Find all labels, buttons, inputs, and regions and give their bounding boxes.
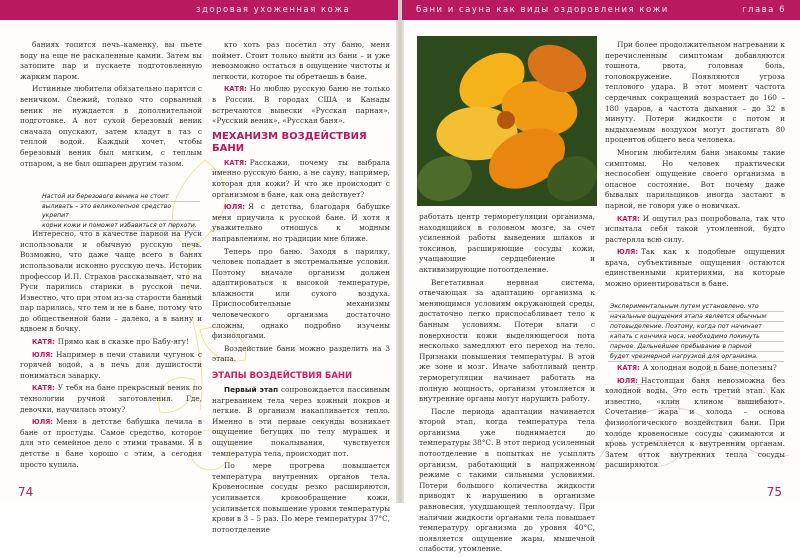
paragraph: Многим любителям бани знакомы такие симптомы. Но человек практически неспособен ощущение своего организма в опасное состояние. Вот почему даже бывалых парильщиков иногда застают в парной, не говоря уже о новичках. [605,147,785,210]
speaker-label: КАТЯ: [224,85,247,94]
speaker-label: КАТЯ: [224,158,247,167]
dialogue-line [212,84,390,126]
book-gutter [396,0,404,503]
dialogue-text: Я с детства, благодаря бабушке меня приучила к русской бане. И хотя я уважительно отношусь к модным направлениям, но традиции мне ближе. [212,202,390,243]
paragraph: После периода адаптации начинается второй этап, когда температура тела организма уже поднимается до температуры 38°С. В этот период усиленный потоотделение в попытках не усыплять организм, работающий в напряженном режиме с такими сильными условиями. Потери большого количества жидкости приводят к нарушению в организме равновесия, ухудшающей теплоотдачу. При наличии жидкости органами тела повышает температуру организма до уровня 40°С, появляется ощущение жары, мышечной слабости, утомление. [419,406,595,554]
stage-term: Первый этап [224,385,279,395]
dialogue-text: Расскажи, почему ты выбрала именно русскую баню, а не сауну, например, которая для кожи? И что же происходит с организмом в бане, как она действует? [212,157,390,199]
speaker-label: КАТЯ: [617,364,640,372]
dialogue-line [605,376,785,471]
callout-line: капать с кончика носа, необходимо покинуть [608,332,784,342]
speaker-label: ЮЛЯ: [32,418,53,427]
right-column-2 [605,40,785,292]
callout-line: будет чрезмерной нагрузкой для организма. [608,352,784,362]
callout-line: Настой из березового веника не стоит [40,192,200,202]
dialogue-line [605,214,785,246]
speaker-label: КАТЯ: [32,338,55,347]
left-column-2 [212,40,390,537]
dialogue-text: Но люблю русскую баню не только в России. В городах США и Канады встречаются вывески «Русская парная», «Русский веник», «Русская баня». [212,84,390,126]
right-column-1 [419,212,595,557]
chapter-label: глава 6 [742,5,786,15]
callout-line: парное. Дальнейшее пребывание в парной [608,342,784,352]
stage-text: сопровождается пассивным нагреванием тела через кожный покров и легкие. В организм накапливается тепло. Именно в эти первые секунды возникает ощущение бегущих по телу мурашек и ощущение покалывания, чувствуется температура тела, происходит пот. [212,385,390,458]
dialogue-text: И ощутил раз попробовала, так что испытала себя такой утомленной, будто растеряла всю силу. [605,213,785,244]
dialogue-line [20,417,202,470]
section-heading: МЕХАНИЗМ ВОЗДЕЙСТВИЯ БАНИ [212,130,367,154]
speaker-label: КАТЯ: [617,214,640,223]
speaker-label: КАТЯ: [32,384,55,393]
speaker-label: ЮЛЯ: [32,350,53,359]
left-running-header [0,0,398,20]
section-heading: ЭТАПЫ ВОЗДЕЙСТВИЯ БАНИ [212,371,353,382]
left-column-1 [20,40,202,472]
dialogue-line [20,337,202,348]
paragraph: По мере прогрева повышается температура внутренних органов тела. Кровеносные сосуды резко расширяются, усиливается кровообращение кожи, усиливается повышение уровня температуры крови в 3 – 5 раз. По мере температуры 37°С, потоотделение [212,461,390,534]
dialogue-line [20,350,202,382]
right-page-number: 75 [766,485,782,499]
dialogue-line [605,247,785,289]
dialogue-text: Настоящая баня невозможна без холодной воды. Это есть третий этап. Как известно, «клин клином вышибают». Сочетание жара и холода – основа физиологического воздействия бани. При холоде кровеносные сосуды сжимаются и кровь устремляется к внутренним органам. Затем отток внутренних тепла сосуды расширяются [605,375,785,470]
dialogue-text: Меня в детстве бабушка лечила в бане от простуды. Самое средство, которое для это семейное дело с этими травами. Я в детстве в бане хорошо с этим, а сегодня просто купила. [20,417,202,469]
dialogue-text: У тебя на бане прекрасный веник по технологии ручной заготовления. Где, девочки, научилась этому? [20,383,202,414]
paragraph: Интересно, что в качестве парной на Руси использовали и обычную русскую печь. Возможно, что даже чаще всего в банях использовали исконно русскую печь. Историк профессор И.П. Страхов рассказывает, что на Руси парились старики в русской печи. Известно, что при этом из-за старости банный пар парились, что тем и не в бане, потому что до общественной бани – далеко, а в ванну и вдвоем в бочку. [20,229,202,334]
dialogue-line [212,202,390,244]
callout-line: Экспериментальным путем установлено, что [608,302,784,312]
paragraph [212,385,390,459]
dialogue-text: Так как к подобные ощущения врача, субъективные ощущения остаются единственными критериями, на которые можно ориентироваться в бане. [605,247,785,289]
paragraph: Теперь про баню. Заходя в парилку, человек попадает в экстремальные условия. Поэтому вначале организм должен адаптироваться к высокой температуре, влажности или сухого воздуха. Приспособительные механизмы человеческого организма достаточно сложны, однако подробно изучены физиологами. [212,246,390,341]
paragraph: баниях топится печь–каменку, вы пьете воду на еще не раскаленные камни. Затем вы затопите пар и пускаете подготовленную жарким паром. [20,40,202,81]
speaker-label: ЮЛЯ: [617,248,638,257]
paragraph: работать центр терморегуляции организма, находящийся в головном мозге, за счет усиленной работы выведения шлаков и токсинов, расширяющие сосуды кожи, учащающие сердцебиение и активизирующие потоотделение. [419,212,595,274]
callout-line: начальные ощущения этапа является обычным [608,312,784,322]
paragraph: При более продолжительном нагревании к перечисленным симптомам добавляются тошнота, рвота, головная боль, головокружение. Появляются угроза теплового удара. В этот момент частота сердечных сокращений возрастает до 160 – 180 ударов, а частота дыхания – до 32 в минуту. Потери жидкости с потом и выдыхаемым воздухом могут достигать 80 процентов общего веса человека. [605,40,785,145]
left-header-title: здоровая ухоженная кожа [196,5,351,15]
speaker-label: ЮЛЯ: [617,376,638,385]
left-page-number: 74 [18,485,34,499]
speaker-label: ЮЛЯ: [224,203,245,212]
dialogue-text: Прямо как в сказке про Бабу-ягу! [57,337,189,347]
right-header-title: бани и сауна как виды оздоровления кожи [416,5,669,15]
paragraph: Вегетативная нервная система, отвечающая за адаптацию организма к меняющимся условиям окружающей среды, достаточно легко приспосабливает тело к банным условиям. Потери влаги с поверхности кожи выделяющегося пота несколько замедляют его переход на тело. Признаки повышения температуры. В этой же зоне и мозг. Иначе заботливый центр терморегуляции начинает работать на полную мощность, организм утомляется и внутренние органы могут нарушить работу. [419,277,595,404]
dialogue-text: Например в печи ставили чугунок с горячей водой, а в печь для душистости пониматься заварку. [20,349,202,380]
dialogue-text: А холодная водой в бане полезны? [642,363,777,372]
callout-line: потовыделение. Поэтому, когда пот начинает [608,322,784,332]
right-running-header [402,0,800,20]
paragraph: Истинные любители обязательно парятся с веничком. Свежий, только что сорванный веник не нуждается в дополнительной подготовке. А вот сухой березовый веник сначала опускают, затем кладут в таз с теплой водой. Каждый хочет, чтобы березовый веник был мягким, с теплым отпаром, а не был ошпарен другим тазом. [20,84,202,168]
left-callout-box [40,192,200,231]
dialogue-line [605,363,785,374]
right-callout-box [608,302,784,362]
callout-line: корни кожи и поможет избавиться от перхоти. [40,221,200,231]
dialogue-line [212,158,390,200]
paragraph: Воздействие бани можно разделить на 3 этапа. [212,343,390,364]
dialogue-line [20,383,202,415]
flower-photo [417,36,597,206]
paragraph: кто хоть раз посетил эту баню, меня поймет. Стоит только выйти из бани – и уже невозможно остаться в ощущение чистоты и легкости, которое ты обретаешь в бане. [212,40,390,81]
right-column-2-lower [605,363,785,473]
callout-line: выливать – это великолепное средство укрепит [40,202,200,221]
